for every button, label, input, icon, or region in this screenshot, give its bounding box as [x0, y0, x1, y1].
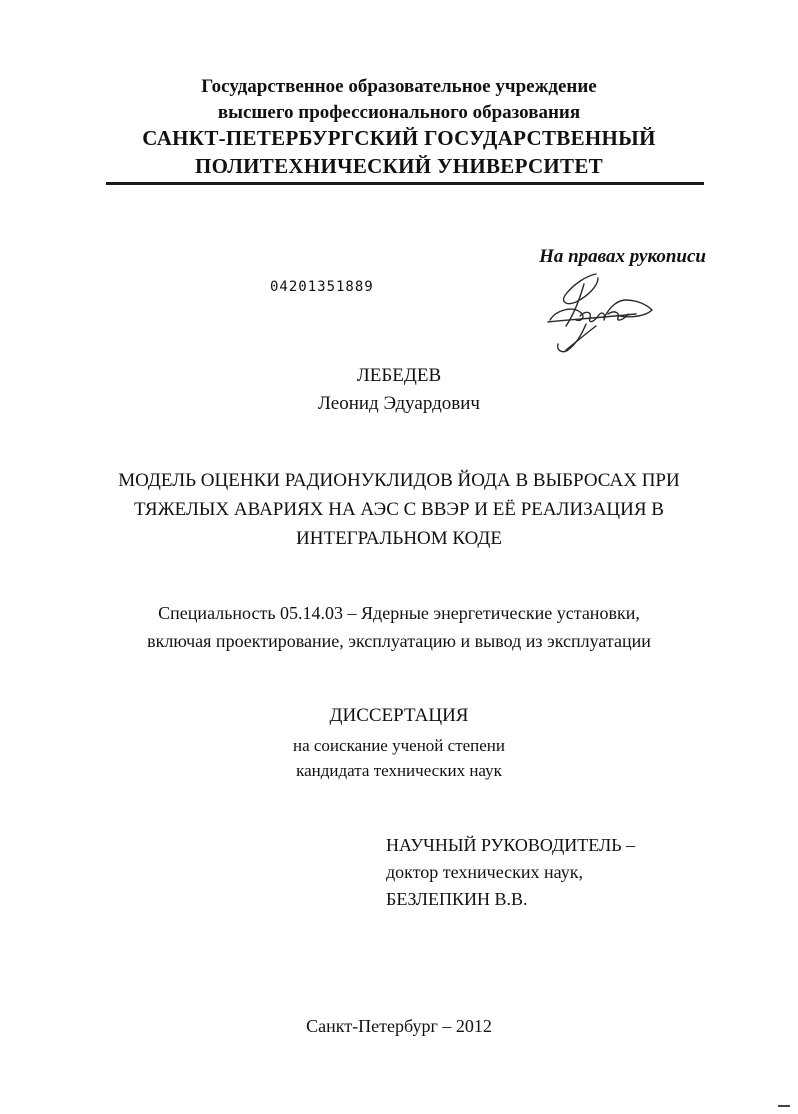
specialty: [0, 599, 798, 655]
advisor-role: НАУЧНЫЙ РУКОВОДИТЕЛЬ –: [386, 835, 636, 855]
title-line: ИНТЕГРАЛЬНОМ КОДЕ: [296, 528, 502, 549]
advisor-name: БЕЗЛЕПКИН В.В.: [386, 889, 528, 909]
university-line-1: САНКТ-ПЕТЕРБУРГСКИЙ ГОСУДАРСТВЕННЫЙ: [142, 126, 656, 150]
degree-line-2: кандидата технических наук: [296, 761, 502, 780]
degree-block: [0, 733, 798, 783]
handwritten-signature: [536, 270, 660, 356]
institution-line-1: Государственное образовательное учреждение: [201, 76, 597, 97]
institution-line-2: высшего профессионального образования: [217, 102, 581, 123]
advisor-block: [386, 832, 635, 913]
header-divider: [106, 182, 704, 185]
document-number: 04201351889: [270, 279, 374, 295]
specialty-line: Специальность 05.14.03 – Ядерные энергетические установки,: [158, 603, 640, 623]
advisor-degree: доктор технических наук,: [386, 862, 583, 882]
author-name: Леонид Эдуардович: [318, 393, 480, 414]
degree-line-1: на соискание ученой степени: [292, 736, 506, 755]
specialty-line: включая проектирование, эксплуатацию и вывод из эксплуатации: [147, 631, 651, 651]
scan-mark: [778, 1105, 790, 1107]
dissertation-label: ДИССЕРТАЦИЯ: [329, 705, 469, 726]
title-line: МОДЕЛЬ ОЦЕНКИ РАДИОНУКЛИДОВ ЙОДА В ВЫБРОСАХ ПРИ: [118, 470, 680, 491]
author-surname: ЛЕБЕДЕВ: [356, 365, 442, 386]
title-line: ТЯЖЕЛЫХ АВАРИЯХ НА АЭС С ВВЭР И ЕЁ РЕАЛИЗАЦИЯ В: [134, 499, 664, 520]
rights-note: На правах рукописи: [539, 246, 706, 267]
university-line-2: ПОЛИТЕХНИЧЕСКИЙ УНИВЕРСИТЕТ: [195, 154, 603, 178]
city-year: Санкт-Петербург – 2012: [306, 1016, 492, 1036]
dissertation-title: [0, 466, 798, 553]
